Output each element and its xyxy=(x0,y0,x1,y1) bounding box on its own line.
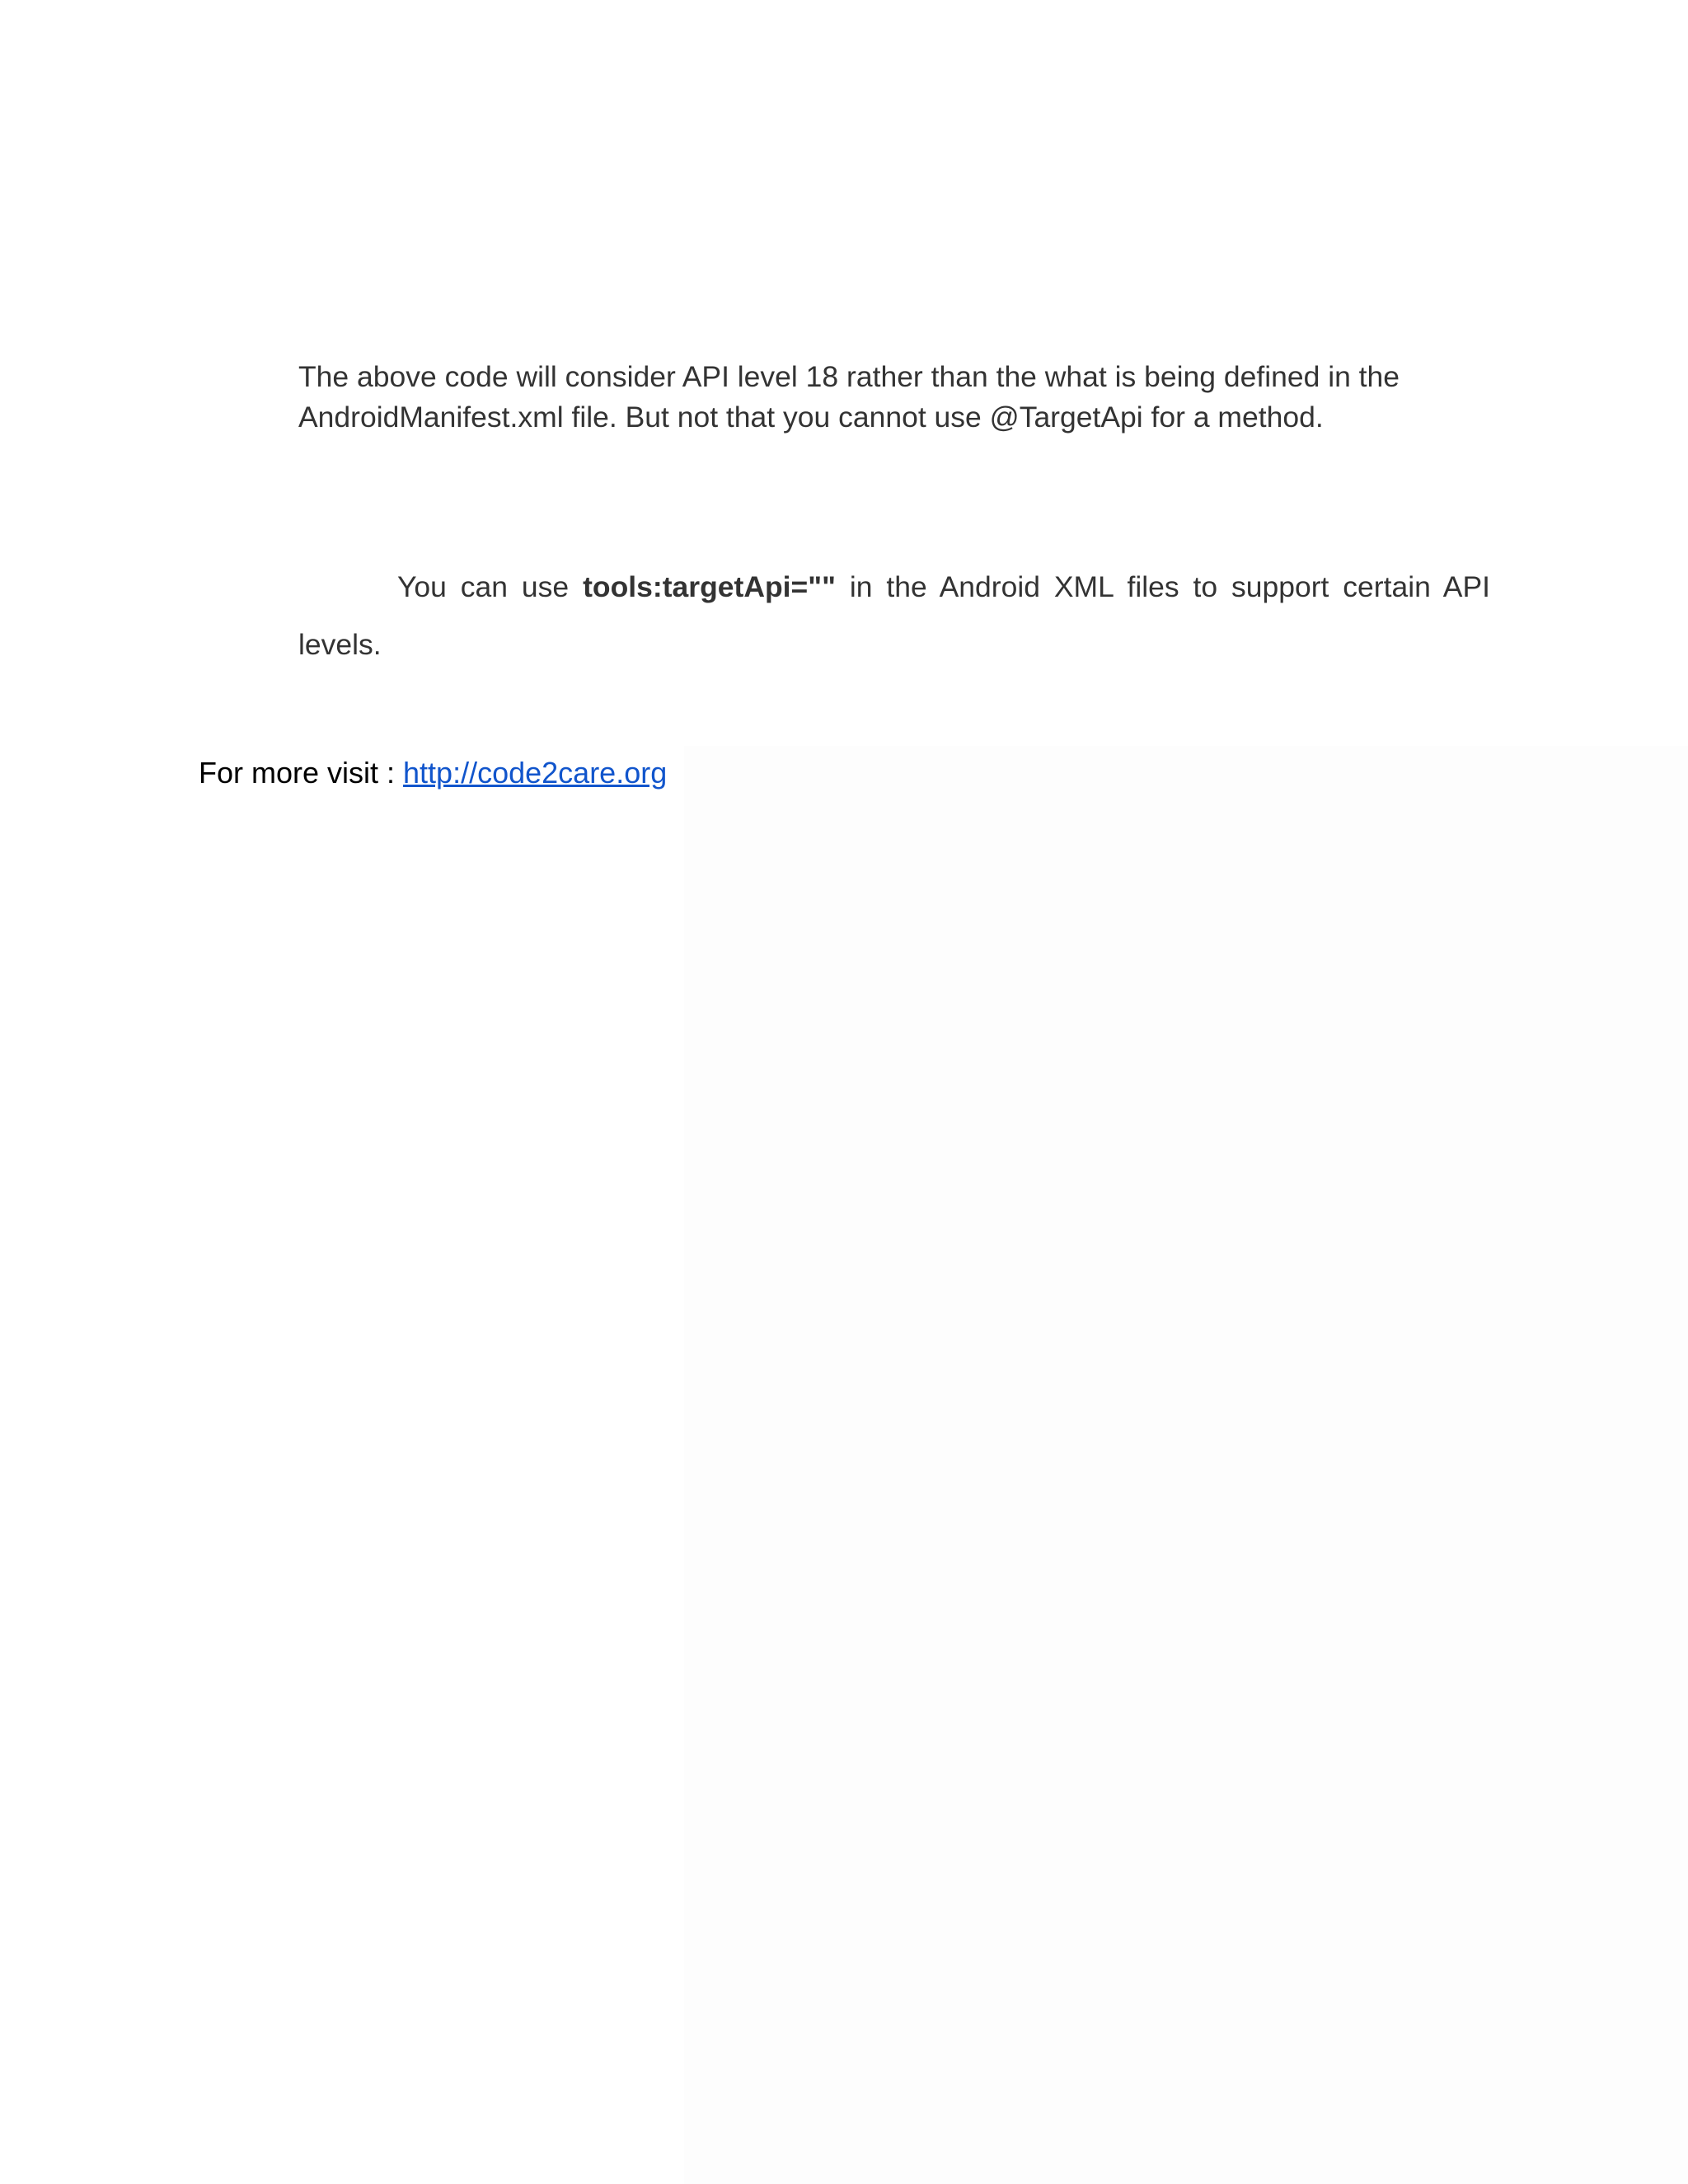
paragraph-text-before: You can use xyxy=(397,570,584,603)
paragraph-target-api-note: The above code will consider API level 18 rather than the what is being defined in the AndroidManifest.xml file. But not that you cannot use @TargetApi for a method. xyxy=(298,360,1400,434)
paragraph-tools-target-api xyxy=(298,558,1490,673)
footer-prefix: For more visit : xyxy=(199,756,404,790)
paragraph-text-after: in the Android XML files to support certain API levels. xyxy=(298,570,1490,661)
code2care-link[interactable]: http://code2care.org xyxy=(403,756,668,790)
footer-more-visit xyxy=(199,752,667,794)
page-background-shade xyxy=(684,746,1688,2184)
code-tools-target-api: tools:targetApi="" xyxy=(583,570,836,603)
